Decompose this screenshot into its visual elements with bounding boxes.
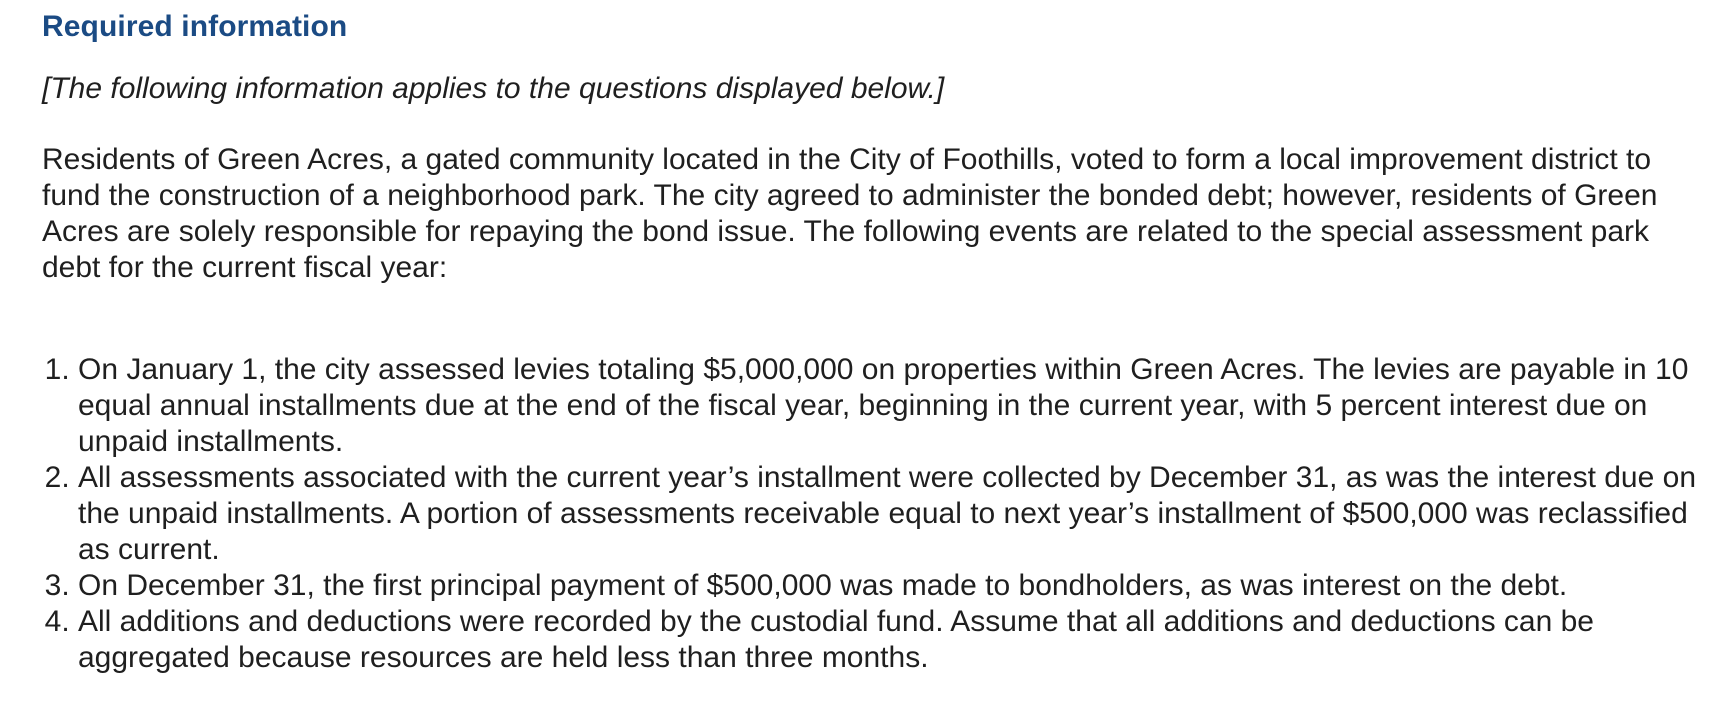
event-item-3: 3. On December 31, the first principal payment of $500,000 was made to bondholders, as was interest on the debt. [78, 568, 1710, 604]
event-item-4: 4. All additions and deductions were recorded by the custodial fund. Assume that all additions and deductions can be aggregated because resources are held less than three months. [78, 604, 1710, 676]
required-information-heading: Required information [42, 10, 348, 43]
applies-note: [The following information applies to the questions displayed below.] [42, 72, 945, 105]
event-item-2: 2. All assessments associated with the current year’s installment were collected by December 31, as was the interest due on the unpaid installments. A portion of assessments receivable equal to next year’s installment of $500,000 was reclassified as current. [78, 460, 1710, 568]
event-item-1: 1. On January 1, the city assessed levies totaling $5,000,000 on properties within Green Acres. The levies are payable in 10 equal annual installments due at the end of the fiscal year, beginning in the current year, with 5 percent interest due on unpaid installments. [78, 352, 1710, 460]
scenario-paragraph: Residents of Green Acres, a gated community located in the City of Foothills, voted to form a local improvement district to fund the construction of a neighborhood park. The city agreed to administer the bonded debt; however, residents of Green Acres are solely responsible for repaying the bond issue. The following events are related to the special assessment park debt for the current fiscal year: [42, 143, 1658, 284]
events-list [42, 352, 1710, 676]
